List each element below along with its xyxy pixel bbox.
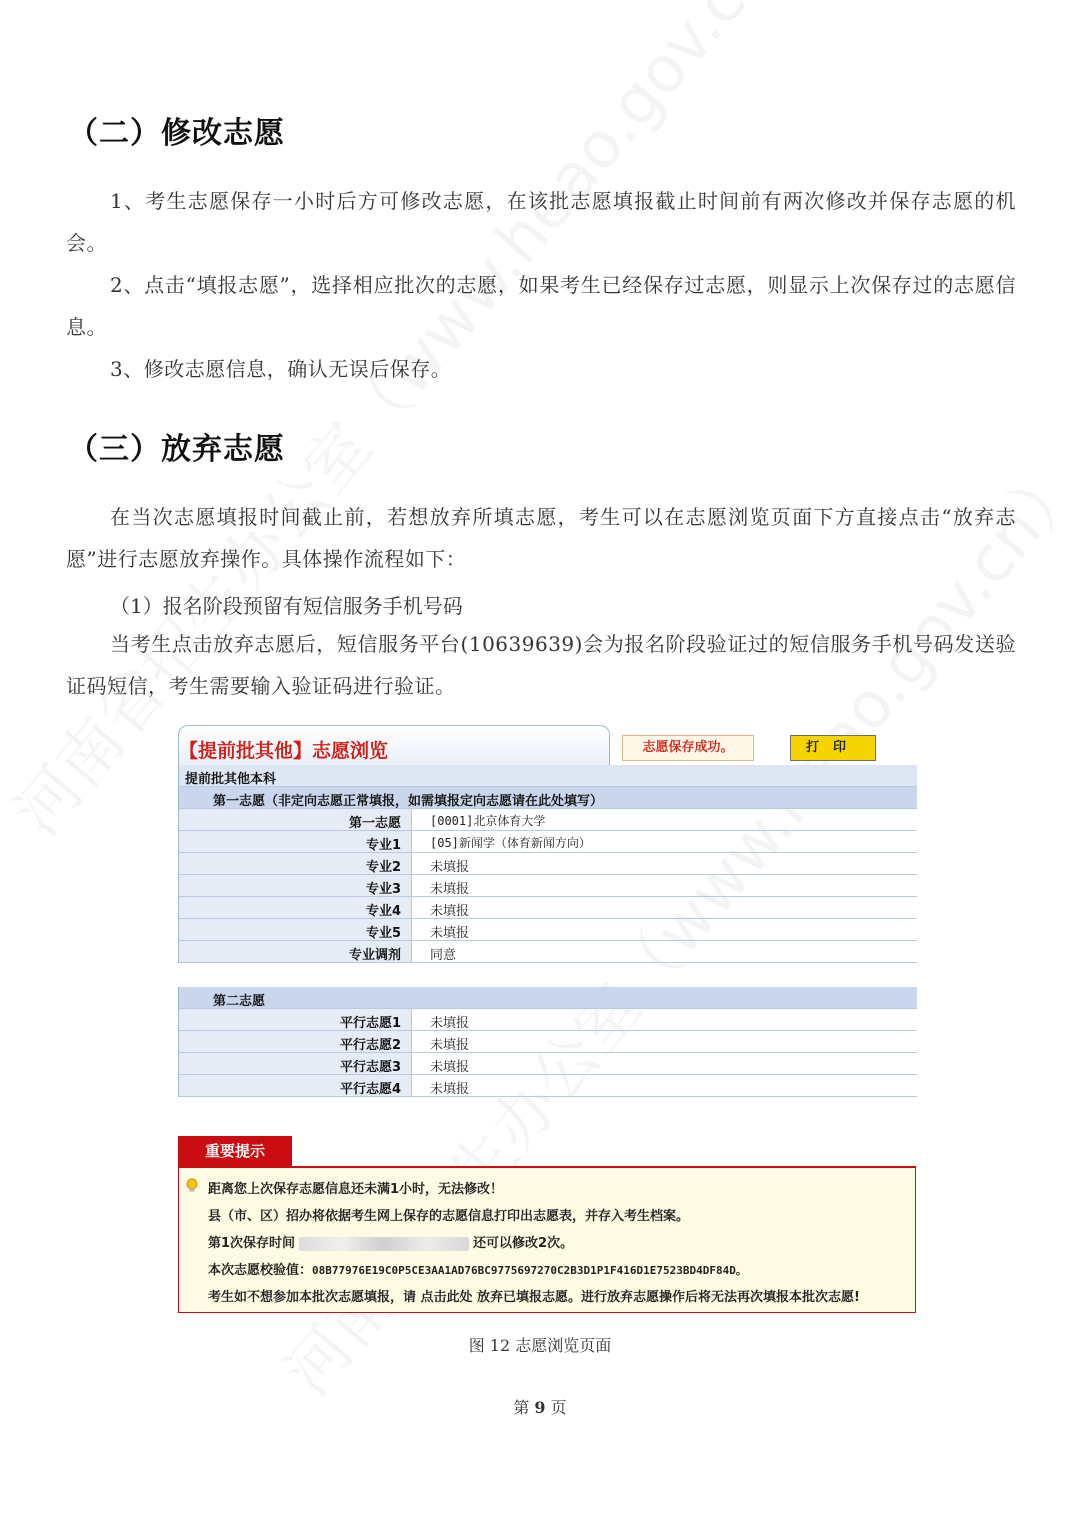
row-label: 专业调剂 bbox=[348, 948, 401, 963]
table-row bbox=[179, 941, 917, 963]
table-row bbox=[179, 897, 917, 919]
second-choice-table bbox=[178, 987, 917, 1097]
print-button[interactable]: 打印 bbox=[790, 735, 876, 761]
save-status-badge: 志愿保存成功。 bbox=[622, 735, 754, 761]
notice-line-1: 距离您上次保存志愿信息还未满1小时，无法修改！ bbox=[208, 1182, 504, 1197]
checksum-value: 08B77976E19C0P5CE3AA1AD76BC9775697270C2B3D1P1F416D1E7523BD4DF84D。 bbox=[312, 1264, 747, 1277]
row-value: [0001]北京体育大学 bbox=[430, 814, 546, 828]
section2-paragraph-1: 1、考生志愿保存一小时后方可修改志愿，在该批志愿填报截止时间前有两次修改并保存志愿的机会。 bbox=[66, 189, 1016, 255]
table-row bbox=[179, 831, 917, 853]
row-value: [05]新闻学（体育新闻方向） bbox=[430, 836, 591, 850]
row-value: 未填报 bbox=[430, 882, 470, 897]
row-value: 未填报 bbox=[430, 1060, 470, 1075]
figure-caption: 图 12 志愿浏览页面 bbox=[468, 1336, 612, 1355]
notice-title: 重要提示 bbox=[178, 1136, 292, 1166]
row-label: 专业3 bbox=[365, 882, 401, 897]
page-prefix: 第 bbox=[513, 1398, 530, 1417]
second-section-label: 第二志愿 bbox=[213, 994, 266, 1009]
notice-line-3 bbox=[208, 1232, 573, 1251]
row-label: 专业1 bbox=[365, 838, 401, 853]
section2-paragraph-3: 3、修改志愿信息，确认无误后保存。 bbox=[110, 357, 452, 381]
row-label: 平行志愿1 bbox=[339, 1016, 401, 1031]
row-label: 专业5 bbox=[365, 926, 401, 941]
section2-paragraph-2: 2、点击“填报志愿”，选择相应批次的志愿，如果考生已经保存过志愿，则显示上次保存过的志愿信息。 bbox=[66, 273, 1016, 339]
browse-tab bbox=[178, 725, 610, 766]
browse-title: 【提前批其他】志愿浏览 bbox=[179, 740, 389, 762]
section3-paragraph-1: 在当次志愿填报时间截止前，若想放弃所填志愿，考生可以在志愿浏览页面下方直接点击“放弃志愿”进行志愿放弃操作。具体操作流程如下： bbox=[66, 505, 1016, 571]
section3-subheading: （1）报名阶段预留有短信服务手机号码 bbox=[110, 594, 463, 618]
page-number bbox=[0, 1395, 1080, 1418]
notice-line-5[interactable]: 考生如不想参加本批次志愿填报，请 点击此处 放弃已填报志愿。进行放弃志愿操作后将无法再次填报本批次志愿! bbox=[208, 1290, 860, 1305]
row-value: 未填报 bbox=[430, 904, 470, 919]
second-section-row bbox=[179, 987, 917, 1009]
page-suffix: 页 bbox=[550, 1398, 567, 1417]
row-label: 第一志愿 bbox=[348, 816, 401, 831]
section3-heading: （三）放弃志愿 bbox=[68, 432, 285, 467]
section3-paragraph-2: 当考生点击放弃志愿后，短信服务平台(10639639)会为报名阶段验证过的短信服务手机号码发送验证码短信，考生需要输入验证码进行验证。 bbox=[66, 632, 1016, 698]
row-value: 未填报 bbox=[430, 1016, 470, 1031]
first-choice-table bbox=[178, 765, 917, 963]
row-value: 未填报 bbox=[430, 1038, 470, 1053]
save-time-label: 第1次保存时间 bbox=[208, 1236, 296, 1251]
row-value: 未填报 bbox=[430, 860, 470, 875]
lightbulb-icon bbox=[185, 1178, 199, 1194]
row-label: 平行志愿4 bbox=[339, 1082, 401, 1097]
table-row bbox=[179, 853, 917, 875]
batch-label: 提前批其他本科 bbox=[185, 772, 277, 787]
notice-body bbox=[178, 1166, 916, 1313]
notice-line-2: 县（市、区）招办将依据考生网上保存的志愿信息打印出志愿表，并存入考生档案。 bbox=[208, 1209, 690, 1224]
page-number-value: 9 bbox=[534, 1398, 546, 1417]
table-row bbox=[179, 1009, 917, 1031]
important-notice bbox=[178, 1136, 916, 1312]
row-value: 未填报 bbox=[430, 926, 470, 941]
first-section-label: 第一志愿（非定向志愿正常填报，如需填报定向志愿请在此处填写） bbox=[213, 794, 604, 809]
table-row bbox=[179, 875, 917, 897]
checksum-label: 本次志愿校验值： bbox=[208, 1263, 313, 1278]
row-label: 专业2 bbox=[365, 860, 401, 875]
table-row bbox=[179, 1031, 917, 1053]
row-label: 专业4 bbox=[365, 904, 401, 919]
redacted-time bbox=[299, 1237, 469, 1251]
section2-heading: （二）修改志愿 bbox=[68, 116, 285, 151]
table-row bbox=[179, 919, 917, 941]
table-row bbox=[179, 1075, 917, 1097]
row-value: 同意 bbox=[430, 948, 457, 963]
table-row bbox=[179, 809, 917, 831]
row-value: 未填报 bbox=[430, 1082, 470, 1097]
batch-row bbox=[179, 765, 917, 787]
notice-line-4 bbox=[208, 1259, 747, 1278]
first-section-row bbox=[179, 787, 917, 809]
row-label: 平行志愿2 bbox=[339, 1038, 401, 1053]
remaining-edits: 还可以修改2次。 bbox=[473, 1236, 574, 1251]
table-row bbox=[179, 1053, 917, 1075]
row-label: 平行志愿3 bbox=[339, 1060, 401, 1075]
